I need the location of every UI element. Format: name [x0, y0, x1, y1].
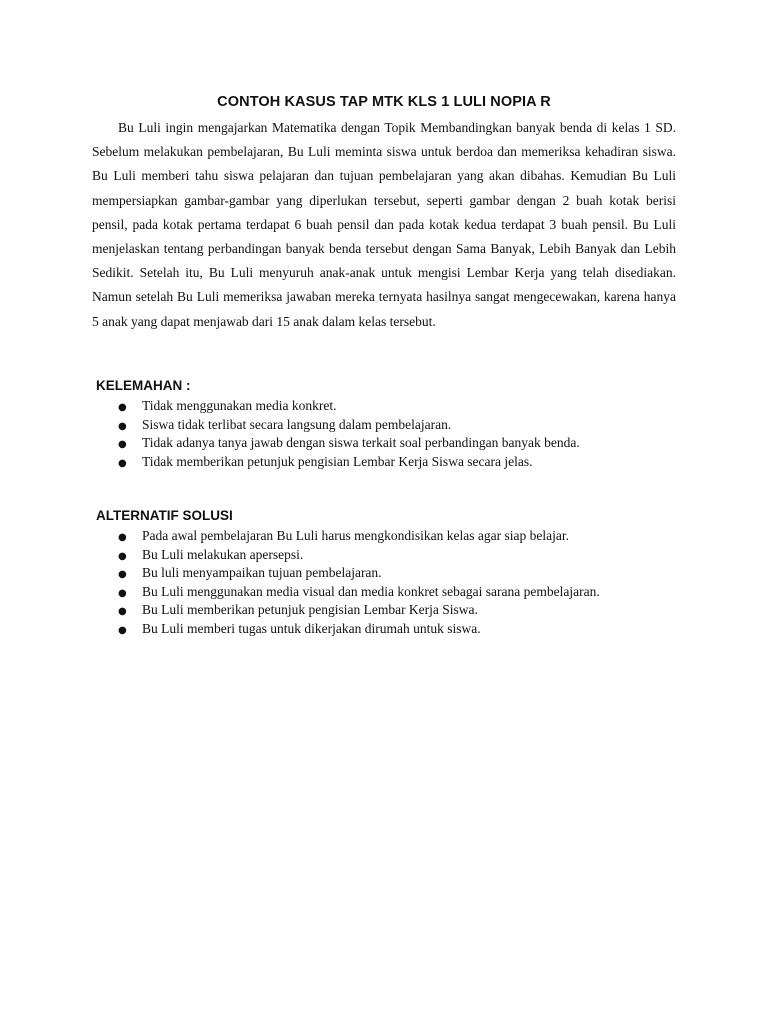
list-item: [96, 620, 696, 639]
weakness-section: [96, 375, 696, 471]
bullet-icon: ●: [118, 420, 127, 432]
list-item-text: Siswa tidak terlibat secara langsung dalam pembelajaran.: [142, 416, 452, 432]
list-item: [96, 564, 696, 583]
solution-heading: ALTERNATIF SOLUSI: [96, 508, 233, 523]
list-item-text: Bu Luli melakukan apersepsi.: [142, 546, 304, 562]
bullet-icon: ●: [118, 439, 127, 450]
bullet-icon: ●: [118, 569, 127, 580]
list-item: [96, 434, 696, 453]
list-item: [96, 453, 696, 472]
solution-section: [96, 505, 696, 638]
list-item: [96, 583, 696, 602]
solution-list: [96, 527, 696, 638]
list-item: [96, 416, 696, 435]
case-paragraph: Bu Luli ingin mengajarkan Matematika dengan Topik Membandingkan banyak benda di kelas 1 SD. Sebelum melakukan pembelajaran, Bu Luli meminta siswa untuk berdoa dan memeriksa kehadiran siswa. Bu Luli memberi tahu siswa pelajaran dan tujuan pembelajaran yang akan dibahas. Kemudian Bu Luli mempersiapkan gambar-gambar yang diperlukan tersebut, seperti gambar dengan 2 buah kotak berisi pensil, pada kotak pertama terdapat 6 buah pensil dan pada kotak kedua terdapat 3 buah pensil. Bu Luli menjelaskan tentang perbandingan banyak benda tersebut dengan Sama Banyak, Lebih Banyak dan Lebih Sedikit. Setelah itu, Bu Luli menyuruh anak-anak untuk mengisi Lembar Kerja yang telah disediakan. Namun setelah Bu Luli memeriksa jawaban mereka ternyata hasilnya sangat mengecewakan, karena hanya 5 anak yang dapat menjawab dari 15 anak dalam kelas tersebut.: [92, 120, 676, 329]
list-item-text: Tidak adanya tanya jawab dengan siswa terkait soal perbandingan banyak benda.: [142, 435, 580, 450]
weakness-list: [96, 397, 696, 471]
bullet-icon: ●: [118, 532, 127, 543]
list-item-text: Bu Luli menggunakan media visual dan media konkret sebagai sarana pembelajaran.: [142, 583, 600, 599]
list-item-text: Bu luli menyampaikan tujuan pembelajaran.: [142, 565, 382, 580]
list-item-text: Pada awal pembelajaran Bu Luli harus mengkondisikan kelas agar siap belajar.: [142, 528, 569, 543]
list-item: [96, 546, 696, 565]
list-item-text: Tidak memberikan petunjuk pengisian Lembar Kerja Siswa secara jelas.: [142, 453, 533, 469]
list-item-text: Bu Luli memberi tugas untuk dikerjakan dirumah untuk siswa.: [142, 620, 481, 636]
list-item-text: Tidak menggunakan media konkret.: [142, 398, 337, 413]
bullet-icon: ●: [118, 624, 127, 636]
weakness-heading: KELEMAHAN :: [96, 378, 191, 393]
bullet-icon: ●: [118, 457, 127, 469]
list-item-text: Bu Luli memberikan petunjuk pengisian Lembar Kerja Siswa.: [142, 602, 478, 617]
bullet-icon: ●: [118, 402, 127, 413]
bullet-icon: ●: [118, 550, 127, 562]
list-item: [96, 601, 696, 620]
list-item: [96, 527, 696, 546]
bullet-icon: ●: [118, 606, 127, 617]
list-item: [96, 397, 696, 416]
bullet-icon: ●: [118, 587, 127, 599]
document-title: CONTOH KASUS TAP MTK KLS 1 LULI NOPIA R: [217, 94, 551, 110]
